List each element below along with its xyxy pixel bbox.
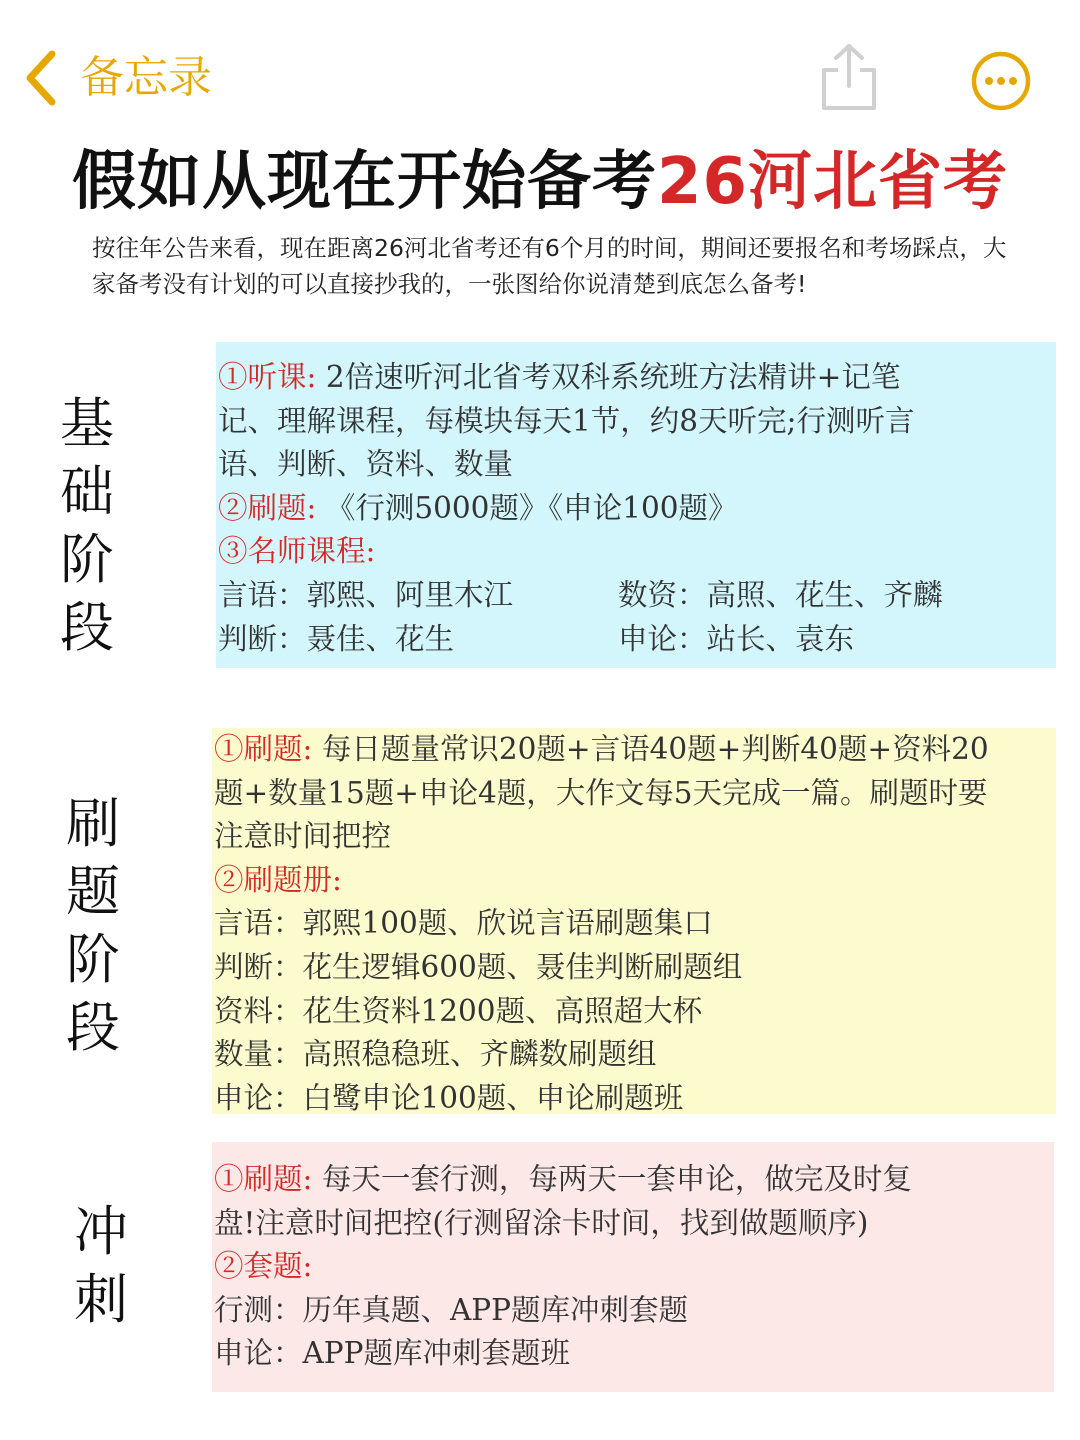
practice-text: 每日题量常识20题+言语40题+判断40题+资料20 bbox=[321, 732, 989, 766]
practice-line bbox=[214, 728, 1050, 772]
stage-label-char: 刺 bbox=[74, 1268, 128, 1331]
stage-card-sprint bbox=[212, 1142, 1054, 1392]
stage-card-foundation bbox=[216, 342, 1056, 668]
books-label: ②刷题册: bbox=[214, 862, 342, 897]
stage-label-char: 题 bbox=[66, 860, 120, 923]
chevron-left-icon bbox=[22, 48, 60, 108]
teacher-right: 申论：站长、袁东 bbox=[618, 621, 855, 656]
stage-card-practice bbox=[212, 728, 1056, 1114]
back-label: 备忘录 bbox=[80, 52, 212, 103]
share-icon[interactable] bbox=[820, 42, 878, 114]
stage-label-char: 阶 bbox=[60, 528, 114, 591]
practice-line bbox=[218, 487, 1050, 531]
book-item: 言语：郭熙100题、欣说言语刷题集口 bbox=[214, 906, 713, 941]
sets-label: ②套题: bbox=[214, 1249, 313, 1284]
practice-label: ①刷题: bbox=[214, 1162, 313, 1196]
practice-text: 《行测5000题》《申论100题》 bbox=[325, 490, 738, 525]
book-item: 申论：白鹭申论100题、申论刷题班 bbox=[214, 1080, 684, 1115]
book-item: 判断：花生逻辑600题、聂佳判断刷题组 bbox=[214, 949, 743, 984]
more-icon[interactable] bbox=[970, 50, 1032, 112]
stage-label-char: 阶 bbox=[66, 928, 120, 991]
page-title bbox=[0, 130, 1080, 222]
nav-bar bbox=[0, 0, 1080, 130]
practice-line-3: 注意时间把控 bbox=[214, 819, 392, 854]
stage-label-sprint bbox=[66, 1198, 136, 1334]
listen-line-2: 记、理解课程，每模块每天1节，约8天听完;行测听言 bbox=[218, 403, 915, 438]
stage-label-char: 础 bbox=[60, 460, 114, 523]
teacher-row bbox=[218, 618, 1050, 662]
stage-label-char: 段 bbox=[60, 596, 114, 659]
title-main: 假如从现在开始备考 bbox=[71, 145, 657, 219]
listen-line bbox=[218, 356, 1050, 400]
back-button[interactable] bbox=[22, 48, 212, 108]
teachers-label: ③名师课程: bbox=[218, 534, 376, 569]
stage-label-char: 段 bbox=[66, 996, 120, 1059]
practice-label: ②刷题: bbox=[218, 490, 317, 525]
teacher-left: 言语：郭熙、阿里木江 bbox=[218, 577, 514, 612]
intro-text: 按往年公告来看，现在距离26河北省考还有6个月的时间，期间还要报名和考场踩点，大家备考没有计划的可以直接抄我的，一张图给你说清楚到底怎么备考! bbox=[92, 234, 1007, 298]
book-item: 数量：高照稳稳班、齐麟数刷题组 bbox=[214, 1037, 657, 1072]
stage-label-char: 刷 bbox=[66, 792, 120, 855]
stage-label-practice bbox=[58, 790, 128, 1062]
title-highlight: 26河北省考 bbox=[656, 145, 1009, 219]
listen-line-3: 语、判断、资料、数量 bbox=[218, 447, 514, 482]
practice-text: 每天一套行测，每两天一套申论，做完及时复 bbox=[321, 1162, 912, 1196]
book-item: 资料：花生资料1200题、高照超大杯 bbox=[214, 993, 703, 1028]
teacher-row bbox=[218, 574, 1050, 618]
stage-label-foundation bbox=[52, 390, 122, 662]
practice-line-2: 盘!注意时间把控(行测留涂卡时间，找到做题顺序) bbox=[214, 1205, 869, 1240]
teacher-right: 数资：高照、花生、齐麟 bbox=[618, 577, 943, 612]
practice-line bbox=[214, 1158, 1048, 1202]
teacher-left: 判断：聂佳、花生 bbox=[218, 621, 455, 656]
stage-label-char: 基 bbox=[60, 392, 114, 455]
set-item: 行测：历年真题、APP题库冲刺套题 bbox=[214, 1292, 689, 1327]
stage-label-char: 冲 bbox=[74, 1200, 128, 1263]
practice-label: ①刷题: bbox=[214, 732, 313, 766]
listen-text: 2倍速听河北省考双科系统班方法精讲+记笔 bbox=[325, 360, 901, 394]
set-item: 申论：APP题库冲刺套题班 bbox=[214, 1336, 571, 1371]
listen-label: ①听课: bbox=[218, 360, 317, 394]
practice-line-2: 题+数量15题+申论4题，大作文每5天完成一篇。刷题时要 bbox=[214, 775, 988, 810]
